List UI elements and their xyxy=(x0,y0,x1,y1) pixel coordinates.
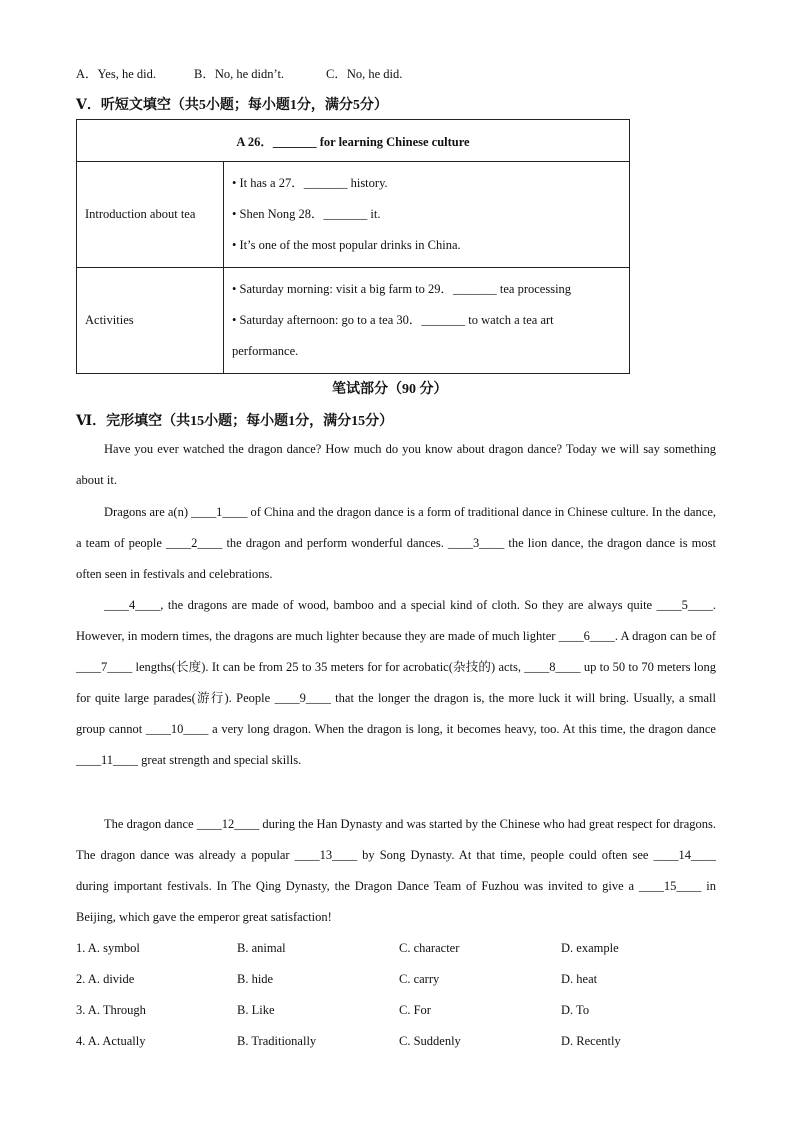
row-content-introduction xyxy=(224,162,630,268)
option-4d: D. Recently xyxy=(561,1034,621,1048)
option-2a: 2. A. divide xyxy=(76,972,135,986)
prev-option-b: B．No, he didn’t. xyxy=(194,67,285,81)
list-item: • It’s one of the most popular drinks in China. xyxy=(232,238,461,252)
section-6-title: Ⅵ．完形填空（共15小题；每小题1分，满分15分） xyxy=(76,414,394,429)
row-label-introduction: Introduction about tea xyxy=(77,162,224,268)
section-5-title: Ⅴ．听短文填空（共5小题；每小题1分，满分5分） xyxy=(76,98,388,113)
prev-option-c: C．No, he did. xyxy=(326,67,403,81)
list-item: • Saturday afternoon: go to a tea 30．_______ to watch a tea art xyxy=(232,313,554,327)
option-4a: 4. A. Actually xyxy=(76,1034,146,1048)
row-content-activities xyxy=(224,268,630,374)
list-item: • It has a 27．_______ history. xyxy=(232,176,388,190)
option-3c: C. For xyxy=(399,1003,431,1017)
row-label-activities: Activities xyxy=(77,268,224,374)
option-2c: C. carry xyxy=(399,972,440,986)
option-3b: B. Like xyxy=(237,1003,275,1017)
option-3a: 3. A. Through xyxy=(76,1003,146,1017)
prev-option-a: A．Yes, he did. xyxy=(76,67,156,81)
listening-table xyxy=(76,119,630,374)
option-2b: B. hide xyxy=(237,972,274,986)
list-item: • Saturday morning: visit a big farm to 29．_______ tea processing xyxy=(232,282,572,296)
option-1a: 1. A. symbol xyxy=(76,941,140,955)
option-2d: D. heat xyxy=(561,972,598,986)
option-4c: C. Suddenly xyxy=(399,1034,461,1048)
option-1c: C. character xyxy=(399,941,460,955)
option-1d: D. example xyxy=(561,941,619,955)
list-item: performance. xyxy=(232,344,299,358)
passage-paragraph-4: The dragon dance ____12____ during the Han Dynasty and was started by the Chinese who had great respect for dragons. The dragon dance was already a popular ____13____ by Song Dynasty. At that time, people could often see ____14____ during important festivals. In The Qing Dynasty, the Dragon Dance Team of Fuzhou was invited to give a ____15____ in Beijing, which gave the emperor great satisfaction! xyxy=(76,817,716,924)
option-1b: B. animal xyxy=(237,941,286,955)
passage-paragraph-2: Dragons are a(n) ____1____ of China and the dragon dance is a form of traditional dance in Chinese culture. In the dance, a team of people ____2____ the dragon and perform wonderful dances. ____3____ the lion dance, the dragon dance is most often seen in festivals and celebrations. xyxy=(76,505,716,581)
option-4b: B. Traditionally xyxy=(237,1034,317,1048)
passage-paragraph-3: ____4____, the dragons are made of wood, bamboo and a special kind of cloth. So they are always quite ____5____. However, in modern times, the dragons are much lighter because they are made of much lighter ____6____. A dragon can be of ____7____ lengths(长度). It can be from 25 to 35 meters for for acrobatic(杂技的) acts, ____8____ up to 50 to 70 meters long for quite large parades(游行). People ____9____ that the longer the dragon is, the more luck it will bring. Usually, a small group cannot ____10____ a very long dragon. When the dragon is long, it becomes heavy, too. At this time, the dragon dance ____11____ great strength and special skills. xyxy=(76,598,716,767)
option-3d: D. To xyxy=(561,1003,590,1017)
table-header: A 26．_______ for learning Chinese culture xyxy=(77,120,630,162)
written-part-title: 笔试部分（90 分） xyxy=(332,382,448,397)
passage-paragraph-1: Have you ever watched the dragon dance? How much do you know about dragon dance? Today we will say something about it. xyxy=(76,442,716,487)
list-item: • Shen Nong 28．_______ it. xyxy=(232,207,381,221)
